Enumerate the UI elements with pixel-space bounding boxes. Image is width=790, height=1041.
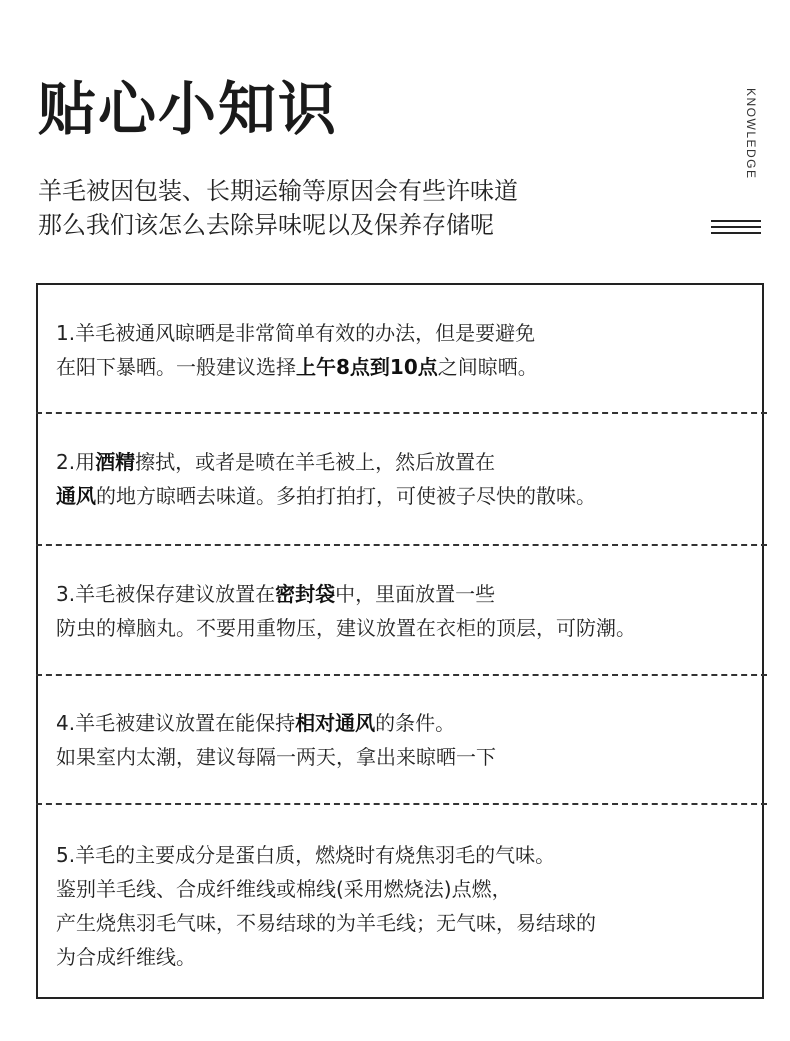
tip-4-text-end: 的条件。 xyxy=(375,711,456,735)
tip-3-line-2: 防虫的樟脑丸。不要用重物压，建议放置在衣柜的顶层，可防潮。 xyxy=(56,616,636,640)
intro-line-2: 那么我们该怎么去除异味呢以及保养存储呢 xyxy=(38,211,494,239)
tip-2-line-1 xyxy=(56,445,744,479)
tip-3 xyxy=(38,577,762,645)
dashed-divider xyxy=(36,803,767,805)
dashed-divider xyxy=(36,674,767,676)
tip-5-line-2: 鉴别羊毛线、合成纤维线或棉线(采用燃烧法)点燃， xyxy=(56,877,512,901)
tip-3-text: 3.羊毛被保存建议放置在 xyxy=(56,582,276,606)
intro-line-1: 羊毛被因包装、长期运输等原因会有些许味道 xyxy=(38,177,518,205)
tip-3-highlight: 密封袋 xyxy=(275,582,336,606)
menu-lines-icon xyxy=(711,220,761,236)
dashed-divider xyxy=(36,544,767,546)
tip-2-text-2: 的地方晾晒去味道。多拍打拍打，可使被子尽快的散味。 xyxy=(96,484,596,508)
tip-2-highlight-2: 通风 xyxy=(56,484,96,508)
tip-2-highlight: 酒精 xyxy=(95,450,136,474)
tip-1-line-2 xyxy=(56,350,744,384)
tip-2 xyxy=(38,445,762,513)
tip-2-text-end: 擦拭，或者是喷在羊毛被上，然后放置在 xyxy=(135,450,496,474)
tip-4-highlight: 相对通风 xyxy=(295,711,376,735)
knowledge-side-label: KNOWLEDGE xyxy=(744,88,758,180)
tip-3-line-1 xyxy=(56,577,744,611)
tip-1 xyxy=(38,316,762,384)
tip-4 xyxy=(38,706,762,774)
tip-1-highlight: 上午8点到10点 xyxy=(296,355,438,379)
tip-1-text-end: 之间晾晒。 xyxy=(437,355,538,379)
tip-2-line-2 xyxy=(56,479,744,513)
tip-1-text: 在阳下暴晒。一般建议选择 xyxy=(56,355,296,379)
tip-2-text: 2.用 xyxy=(56,450,96,474)
tip-4-line-2: 如果室内太潮，建议每隔一两天，拿出来晾晒一下 xyxy=(56,745,496,769)
tip-5-line-3: 产生烧焦羽毛气味，不易结球的为羊毛线；无气味，易结球的 xyxy=(56,911,596,935)
tip-5-line-4: 为合成纤维线。 xyxy=(56,945,196,969)
tip-1-line-1: 1.羊毛被通风晾晒是非常简单有效的办法，但是要避免 xyxy=(56,321,536,345)
tip-5 xyxy=(38,838,762,974)
intro-text xyxy=(38,174,518,242)
tip-5-line-1: 5.羊毛的主要成分是蛋白质，燃烧时有烧焦羽毛的气味。 xyxy=(56,843,556,867)
tip-4-line-1 xyxy=(56,706,744,740)
dashed-divider xyxy=(36,412,767,414)
tip-3-text-end: 中，里面放置一些 xyxy=(335,582,496,606)
page-title: 贴心小知识 xyxy=(38,75,339,143)
tips-box xyxy=(36,283,764,999)
tip-4-text: 4.羊毛被建议放置在能保持 xyxy=(56,711,296,735)
